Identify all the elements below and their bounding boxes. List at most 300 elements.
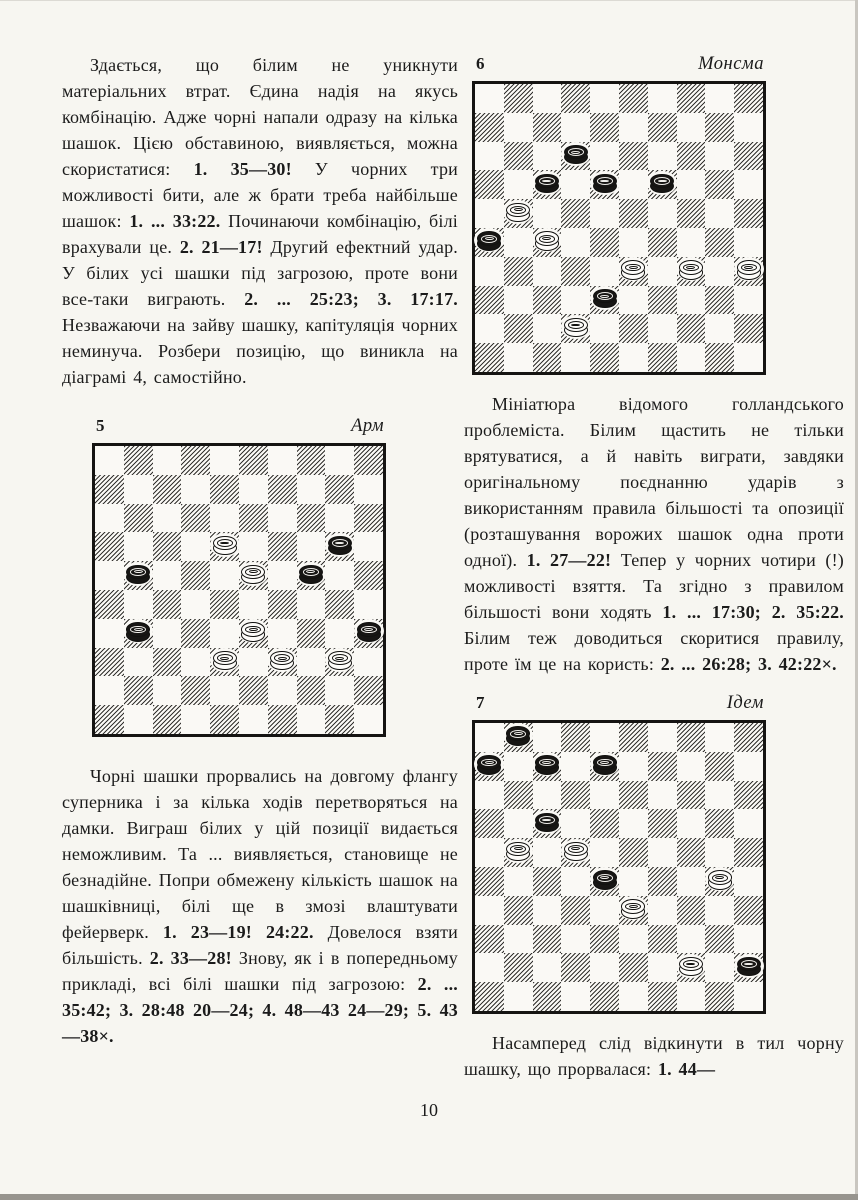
board-square	[677, 925, 706, 954]
body-text: У чорних три можливості бити, але ж брати треба найбільше шашок:	[62, 159, 458, 231]
board-square	[325, 532, 354, 561]
board-square	[325, 504, 354, 533]
board-square	[533, 170, 562, 199]
board-square	[504, 723, 533, 752]
board-square	[734, 982, 763, 1011]
board-square	[590, 982, 619, 1011]
move-notation: 1. ... 33:22.	[129, 211, 221, 231]
board-square	[95, 475, 124, 504]
checker-piece-black	[593, 870, 617, 890]
board-square	[561, 142, 590, 171]
paragraph-problem4-solution	[62, 52, 458, 390]
board-square	[734, 867, 763, 896]
board-square	[677, 953, 706, 982]
board-square	[561, 809, 590, 838]
board-square	[475, 113, 504, 142]
board-square	[648, 838, 677, 867]
board-square	[619, 142, 648, 171]
board-square	[475, 752, 504, 781]
board-square	[504, 925, 533, 954]
board-square	[619, 752, 648, 781]
board-square	[648, 896, 677, 925]
board-square	[268, 648, 297, 677]
board-square	[705, 113, 734, 142]
board-square	[533, 867, 562, 896]
board-square	[619, 257, 648, 286]
board-square	[648, 84, 677, 113]
board-square	[619, 199, 648, 228]
diagram-author: Арм	[351, 416, 384, 436]
board-square	[590, 84, 619, 113]
checker-piece-black	[593, 755, 617, 775]
checker-piece-black	[535, 174, 559, 194]
board-square	[648, 781, 677, 810]
board-square	[181, 705, 210, 734]
board-square	[677, 113, 706, 142]
board-square	[181, 475, 210, 504]
board-square	[268, 676, 297, 705]
board-square	[354, 705, 383, 734]
board-square	[475, 867, 504, 896]
board-square	[648, 925, 677, 954]
diagram-5-header	[96, 416, 384, 437]
board-square	[590, 170, 619, 199]
checker-piece-white	[564, 842, 588, 862]
board-square	[533, 896, 562, 925]
board-square	[677, 84, 706, 113]
board-square	[95, 619, 124, 648]
body-text: Чорні шашки прорвались на довгому флангу суперника і за кілька ходів перетворяться на дамки. Виграш білих у цій позиції видається неможливим. Та ... виявляється, становище не безнадійне. Попри обмежену кількість шашок на шашківниці, білі ще в змозі влаштувати фейерверк.	[62, 766, 458, 942]
board-square	[705, 982, 734, 1011]
move-notation: 2. ... 35:42; 3. 28:48 20—24; 4. 48—43 24—29; 5. 43—38×.	[62, 974, 458, 1046]
board-square	[475, 896, 504, 925]
checker-piece-black	[593, 174, 617, 194]
board-square	[734, 286, 763, 315]
right-column	[464, 52, 844, 1082]
board-square	[354, 475, 383, 504]
board-square	[153, 590, 182, 619]
board-square	[210, 648, 239, 677]
board-square	[705, 286, 734, 315]
board-square	[619, 228, 648, 257]
board-square	[533, 925, 562, 954]
checker-piece-white	[506, 203, 530, 223]
board-square	[705, 809, 734, 838]
checker-piece-black	[126, 622, 150, 642]
board-square	[677, 867, 706, 896]
board-square	[619, 896, 648, 925]
board-square	[734, 838, 763, 867]
checker-piece-white	[737, 260, 761, 280]
board-square	[124, 446, 153, 475]
board-square	[153, 619, 182, 648]
board-square	[533, 113, 562, 142]
board-square	[648, 752, 677, 781]
board-square	[590, 314, 619, 343]
board-square	[705, 723, 734, 752]
board-square	[619, 781, 648, 810]
board-square	[705, 925, 734, 954]
board-square	[561, 896, 590, 925]
board-square	[181, 619, 210, 648]
board-square	[153, 676, 182, 705]
board-square	[504, 809, 533, 838]
board-square	[325, 590, 354, 619]
board-square	[734, 199, 763, 228]
move-notation: 1. 35—30!	[193, 159, 292, 179]
board-square	[268, 561, 297, 590]
checkers-board-6	[472, 81, 766, 375]
board-square	[153, 561, 182, 590]
body-text: Здається, що білим не уникнути матеріальних втрат. Єдина надія на якусь комбінацію. Адже чорні напали одразу на кілька шашок. Цією обставиною, виявляється, можна скористатися:	[62, 55, 458, 179]
board-square	[734, 343, 763, 372]
board-square	[705, 752, 734, 781]
board-square	[124, 619, 153, 648]
board-square	[648, 982, 677, 1011]
board-square	[734, 723, 763, 752]
board-square	[325, 648, 354, 677]
left-column	[62, 52, 458, 1082]
board-square	[677, 314, 706, 343]
move-notation: 1. 27—22!	[526, 550, 612, 570]
board-square	[677, 228, 706, 257]
board-square	[619, 84, 648, 113]
board-square	[734, 257, 763, 286]
board-square	[124, 590, 153, 619]
board-square	[354, 590, 383, 619]
board-square	[705, 896, 734, 925]
body-text: Починаючи комбінацію, білі врахували це.	[62, 211, 459, 257]
board-square	[504, 896, 533, 925]
board-square	[354, 561, 383, 590]
board-square	[705, 867, 734, 896]
board-square	[648, 867, 677, 896]
board-square	[677, 343, 706, 372]
board-square	[475, 170, 504, 199]
board-square	[705, 84, 734, 113]
board-square	[325, 619, 354, 648]
checkers-board-7	[472, 720, 766, 1014]
board-square	[124, 648, 153, 677]
board-square	[590, 113, 619, 142]
body-text: Білим теж доводиться скоритися правилу, проте їм це на користь:	[464, 628, 844, 674]
move-notation: 2. 21—17!	[179, 237, 263, 257]
board-square	[153, 446, 182, 475]
board-square	[590, 953, 619, 982]
board-square	[648, 723, 677, 752]
board-square	[504, 867, 533, 896]
board-square	[504, 286, 533, 315]
checkers-board-5	[92, 443, 386, 737]
board-square	[705, 343, 734, 372]
checker-piece-black	[564, 145, 588, 165]
board-square	[677, 286, 706, 315]
checker-piece-white	[708, 870, 732, 890]
board-square	[705, 142, 734, 171]
board-square	[648, 228, 677, 257]
board-square	[590, 228, 619, 257]
board-square	[475, 838, 504, 867]
board-square	[124, 705, 153, 734]
board-square	[734, 84, 763, 113]
board-square	[239, 532, 268, 561]
board-square	[325, 561, 354, 590]
board-square	[648, 142, 677, 171]
diagram-number: 6	[476, 54, 485, 73]
checker-piece-white	[679, 957, 703, 977]
board-square	[354, 619, 383, 648]
board-square	[533, 343, 562, 372]
board-square	[734, 314, 763, 343]
board-square	[734, 809, 763, 838]
body-text: Другий ефектний удар. У білих усі шашки під загрозою, проте вони все-таки виграють.	[62, 237, 458, 309]
checker-piece-black	[535, 755, 559, 775]
checker-piece-white	[506, 842, 530, 862]
board-square	[181, 446, 210, 475]
board-square	[619, 982, 648, 1011]
board-square	[297, 648, 326, 677]
checker-piece-black	[477, 231, 501, 251]
board-square	[648, 343, 677, 372]
board-square	[475, 723, 504, 752]
board-square	[705, 257, 734, 286]
board-square	[648, 809, 677, 838]
board-square	[153, 648, 182, 677]
body-text: Знову, як і в попередньому прикладі, всі білі шашки під загрозою:	[62, 948, 458, 994]
board-square	[504, 84, 533, 113]
board-square	[734, 781, 763, 810]
board-square	[504, 752, 533, 781]
board-square	[619, 867, 648, 896]
board-square	[533, 809, 562, 838]
move-notation: 2. 33—28!	[149, 948, 232, 968]
board-square	[239, 676, 268, 705]
board-square	[268, 475, 297, 504]
board-square	[504, 170, 533, 199]
board-square	[297, 532, 326, 561]
board-square	[95, 590, 124, 619]
board-square	[561, 84, 590, 113]
board-square	[475, 314, 504, 343]
board-square	[619, 170, 648, 199]
board-square	[297, 504, 326, 533]
board-square	[268, 619, 297, 648]
board-square	[561, 752, 590, 781]
board-square	[561, 113, 590, 142]
board-square	[181, 504, 210, 533]
board-square	[475, 286, 504, 315]
board-square	[210, 676, 239, 705]
board-square	[504, 953, 533, 982]
board-square	[677, 809, 706, 838]
board-square	[297, 446, 326, 475]
board-square	[590, 257, 619, 286]
board-square	[734, 142, 763, 171]
board-square	[504, 142, 533, 171]
board-square	[297, 561, 326, 590]
checker-piece-white	[535, 231, 559, 251]
board-square	[619, 343, 648, 372]
board-square	[677, 199, 706, 228]
board-square	[590, 838, 619, 867]
board-square	[210, 705, 239, 734]
board-square	[561, 228, 590, 257]
board-square	[677, 142, 706, 171]
board-square	[677, 752, 706, 781]
board-square	[475, 809, 504, 838]
board-square	[297, 590, 326, 619]
board-square	[590, 925, 619, 954]
checker-piece-white	[213, 536, 237, 556]
board-square	[210, 590, 239, 619]
board-square	[677, 257, 706, 286]
board-square	[590, 343, 619, 372]
board-square	[705, 314, 734, 343]
board-square	[619, 925, 648, 954]
board-square	[354, 446, 383, 475]
board-square	[210, 475, 239, 504]
board-square	[153, 504, 182, 533]
board-square	[239, 590, 268, 619]
board-square	[677, 896, 706, 925]
checker-piece-black	[650, 174, 674, 194]
board-square	[590, 809, 619, 838]
checker-piece-white	[241, 565, 265, 585]
board-square	[561, 925, 590, 954]
board-square	[504, 199, 533, 228]
checker-piece-black	[299, 565, 323, 585]
diagram-number: 7	[476, 693, 485, 712]
board-square	[504, 838, 533, 867]
board-square	[533, 84, 562, 113]
board-square	[561, 170, 590, 199]
board-square	[297, 676, 326, 705]
board-square	[504, 257, 533, 286]
checker-piece-white	[564, 318, 588, 338]
paragraph-problem6-solution	[464, 391, 844, 677]
board-square	[95, 504, 124, 533]
move-notation: 2. ... 26:28; 3. 42:22×.	[660, 654, 837, 674]
board-square	[590, 199, 619, 228]
board-square	[475, 925, 504, 954]
board-square	[239, 561, 268, 590]
board-square	[95, 532, 124, 561]
board-square	[648, 170, 677, 199]
board-square	[325, 446, 354, 475]
board-square	[533, 314, 562, 343]
board-square	[648, 286, 677, 315]
board-square	[590, 723, 619, 752]
board-square	[268, 705, 297, 734]
board-square	[561, 781, 590, 810]
board-square	[95, 676, 124, 705]
board-square	[619, 953, 648, 982]
board-square	[124, 676, 153, 705]
checker-piece-white	[270, 651, 294, 671]
body-text: Довелося взяти більшість.	[62, 922, 458, 968]
board-square	[561, 257, 590, 286]
board-square	[734, 752, 763, 781]
board-square	[268, 590, 297, 619]
body-text: Незважаючи на зайву шашку, капітуляція чорних неминуча. Розбери позицію, що виникла на діаграмі 4, самостійно.	[62, 315, 458, 387]
diagram-6-header	[476, 54, 764, 75]
board-square	[239, 475, 268, 504]
board-square	[153, 532, 182, 561]
diagram-6	[472, 54, 766, 375]
board-square	[677, 781, 706, 810]
board-square	[124, 504, 153, 533]
board-square	[561, 867, 590, 896]
diagram-author: Ідем	[726, 693, 764, 713]
board-square	[734, 113, 763, 142]
board-square	[648, 953, 677, 982]
board-square	[619, 838, 648, 867]
board-square	[677, 982, 706, 1011]
checker-piece-black	[357, 622, 381, 642]
board-square	[648, 314, 677, 343]
board-square	[354, 532, 383, 561]
board-square	[475, 781, 504, 810]
board-square	[561, 982, 590, 1011]
checker-piece-black	[535, 813, 559, 833]
board-square	[533, 723, 562, 752]
board-square	[475, 142, 504, 171]
board-square	[705, 838, 734, 867]
board-square	[533, 257, 562, 286]
board-square	[705, 228, 734, 257]
board-square	[533, 142, 562, 171]
board-square	[504, 343, 533, 372]
paragraph-problem7-solution	[464, 1030, 844, 1082]
board-square	[239, 705, 268, 734]
board-square	[504, 228, 533, 257]
board-square	[533, 838, 562, 867]
checker-piece-white	[328, 651, 352, 671]
board-square	[705, 953, 734, 982]
board-square	[504, 113, 533, 142]
board-square	[590, 896, 619, 925]
board-square	[533, 286, 562, 315]
board-square	[475, 953, 504, 982]
board-square	[475, 228, 504, 257]
board-square	[268, 446, 297, 475]
board-square	[297, 619, 326, 648]
board-square	[590, 286, 619, 315]
board-square	[95, 446, 124, 475]
board-square	[325, 676, 354, 705]
board-square	[210, 446, 239, 475]
board-square	[124, 561, 153, 590]
board-square	[354, 676, 383, 705]
diagram-number: 5	[96, 416, 105, 435]
board-square	[705, 170, 734, 199]
board-square	[210, 504, 239, 533]
board-square	[619, 723, 648, 752]
board-square	[475, 343, 504, 372]
board-square	[619, 113, 648, 142]
board-square	[325, 705, 354, 734]
board-square	[475, 257, 504, 286]
move-notation: 1. 23—19! 24:22.	[162, 922, 314, 942]
board-square	[705, 199, 734, 228]
checker-piece-black	[328, 536, 352, 556]
checker-piece-white	[213, 651, 237, 671]
board-square	[153, 705, 182, 734]
checker-piece-black	[737, 957, 761, 977]
board-square	[648, 199, 677, 228]
board-square	[590, 752, 619, 781]
board-square	[590, 867, 619, 896]
